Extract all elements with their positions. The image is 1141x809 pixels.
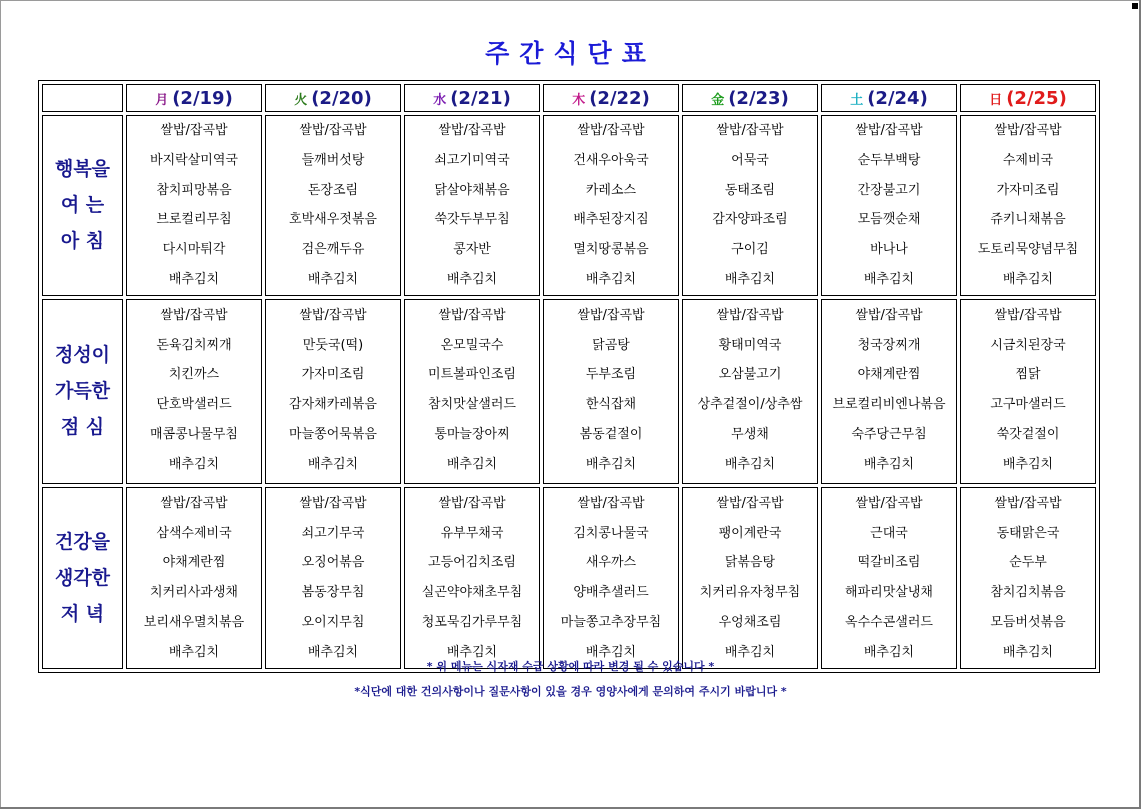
menu-item: 야채계란찜 xyxy=(162,555,226,571)
menu-item: 쌀밥/잡곡밥 xyxy=(438,307,506,323)
menu-cell xyxy=(126,115,262,296)
menu-item: 바나나 xyxy=(870,242,908,258)
menu-item: 쌀밥/잡곡밥 xyxy=(716,495,784,511)
meal-label-line: 행복을 xyxy=(54,158,111,181)
menu-item: 배추김치 xyxy=(446,271,498,287)
day-date: (2/22) xyxy=(589,87,650,109)
menu-item: 배추김치 xyxy=(585,456,637,472)
menu-item: 양배추샐러드 xyxy=(573,585,649,601)
menu-item: 상추겉절이/상추쌈 xyxy=(697,397,803,413)
menu-item: 쌀밥/잡곡밥 xyxy=(160,495,228,511)
menu-item: 고구마샐러드 xyxy=(990,397,1066,413)
menu-item: 치커리사과생채 xyxy=(150,585,238,601)
menu-item: 배추김치 xyxy=(168,271,220,287)
day-date: (2/19) xyxy=(172,87,233,109)
menu-item: 브로컬리무침 xyxy=(156,212,232,228)
menu-cell xyxy=(543,299,679,484)
menu-item: 배추김치 xyxy=(307,644,359,660)
header-row xyxy=(42,84,1096,112)
menu-item: 쑥갓겉절이 xyxy=(996,426,1060,442)
menu-item: 쇠고기무국 xyxy=(301,525,365,541)
weekday-icon: 土 xyxy=(850,92,864,108)
meal-label-line: 여 는 xyxy=(60,194,105,217)
menu-item: 쌀밥/잡곡밥 xyxy=(577,495,645,511)
menu-item: 감자채카레볶음 xyxy=(289,397,377,413)
menu-item: 오삼불고기 xyxy=(718,367,782,383)
menu-cell xyxy=(404,487,540,669)
meal-label-line: 점 심 xyxy=(60,416,105,439)
menu-item: 배추김치 xyxy=(1002,644,1054,660)
day-header xyxy=(126,84,262,112)
menu-item: 쇠고기미역국 xyxy=(434,152,510,168)
day-header xyxy=(265,84,401,112)
menu-item: 오징어볶음 xyxy=(301,555,365,571)
meal-row xyxy=(42,299,1096,484)
menu-item: 시금치된장국 xyxy=(990,337,1066,353)
menu-item: 보리새우멸치볶음 xyxy=(143,614,245,630)
day-date: (2/23) xyxy=(728,87,789,109)
menu-item: 쥬키니채볶음 xyxy=(990,212,1066,228)
menu-item: 무생채 xyxy=(731,426,769,442)
menu-item: 쌀밥/잡곡밥 xyxy=(716,123,784,138)
menu-item: 치킨까스 xyxy=(168,367,220,383)
menu-item: 어묵국 xyxy=(731,152,769,168)
menu-item: 돈장조림 xyxy=(307,182,359,198)
menu-item: 봄동장무침 xyxy=(301,585,365,601)
weekly-menu-table xyxy=(38,80,1100,673)
menu-item: 카레소스 xyxy=(585,182,637,198)
menu-item: 구이김 xyxy=(731,242,769,258)
menu-item: 황태미역국 xyxy=(718,337,782,353)
menu-item: 쑥갓두부무침 xyxy=(434,212,510,228)
menu-cell xyxy=(404,299,540,484)
menu-item: 순두부백탕 xyxy=(857,152,921,168)
menu-cell xyxy=(682,299,818,484)
header-corner-cell xyxy=(42,84,123,112)
menu-item: 떡갈비조림 xyxy=(857,555,921,571)
meal-label-line: 아 침 xyxy=(60,230,105,253)
menu-cell xyxy=(821,487,957,669)
corner-marker xyxy=(1132,3,1138,9)
menu-cell xyxy=(265,487,401,669)
menu-item: 온모밀국수 xyxy=(440,337,504,353)
menu-item: 쌀밥/잡곡밥 xyxy=(994,123,1062,138)
menu-cell xyxy=(126,487,262,669)
menu-cell xyxy=(960,115,1096,296)
menu-item: 쌀밥/잡곡밥 xyxy=(160,123,228,138)
menu-item: 단호박샐러드 xyxy=(156,397,232,413)
menu-item: 미트볼파인조림 xyxy=(428,367,516,383)
menu-body xyxy=(42,115,1096,669)
menu-item: 쌀밥/잡곡밥 xyxy=(577,307,645,323)
notice-inquiry: *식단에 대한 건의사항이나 질문사항이 있을 경우 영양사에게 문의하여 주시기 바랍니다 * xyxy=(354,685,787,698)
meal-label xyxy=(42,115,123,296)
menu-cell xyxy=(960,487,1096,669)
menu-item: 배추김치 xyxy=(307,456,359,472)
menu-item: 배추김치 xyxy=(724,644,776,660)
menu-item: 바지락살미역국 xyxy=(150,152,238,168)
menu-item: 숙주당근무침 xyxy=(851,426,927,442)
menu-cell xyxy=(265,115,401,296)
menu-cell xyxy=(543,115,679,296)
menu-item: 참치김치볶음 xyxy=(990,585,1066,601)
menu-item: 순두부 xyxy=(1009,555,1047,571)
meal-label xyxy=(42,299,123,484)
weekday-icon: 木 xyxy=(572,92,586,108)
menu-cell xyxy=(821,115,957,296)
menu-item: 감자양파조림 xyxy=(712,212,788,228)
menu-cell xyxy=(960,299,1096,484)
weekday-icon: 月 xyxy=(155,92,169,108)
day-header xyxy=(821,84,957,112)
menu-item: 배추된장지짐 xyxy=(573,212,649,228)
menu-item: 통마늘장아찌 xyxy=(434,426,510,442)
meal-label-line: 저 녁 xyxy=(60,602,105,625)
menu-cell xyxy=(404,115,540,296)
day-header xyxy=(404,84,540,112)
menu-cell xyxy=(682,487,818,669)
menu-item: 건새우아욱국 xyxy=(573,152,649,168)
menu-item: 쌀밥/잡곡밥 xyxy=(299,495,367,511)
menu-item: 새우까스 xyxy=(585,555,637,571)
menu-item: 쌀밥/잡곡밥 xyxy=(160,307,228,323)
menu-item: 우엉채조림 xyxy=(718,614,782,630)
meal-row xyxy=(42,487,1096,669)
menu-item: 검은깨두유 xyxy=(301,242,365,258)
menu-item: 배추김치 xyxy=(446,644,498,660)
menu-cell xyxy=(821,299,957,484)
menu-item: 배추김치 xyxy=(863,644,915,660)
meal-label-line: 생각한 xyxy=(54,566,111,589)
menu-item: 근대국 xyxy=(870,525,908,541)
menu-item: 배추김치 xyxy=(307,271,359,287)
meal-label-line: 건강을 xyxy=(54,530,111,553)
menu-item: 배추김치 xyxy=(724,271,776,287)
menu-item: 쌀밥/잡곡밥 xyxy=(299,307,367,323)
menu-item: 동태맑은국 xyxy=(996,525,1060,541)
menu-item: 두부조림 xyxy=(585,367,637,383)
menu-item: 쌀밥/잡곡밥 xyxy=(299,123,367,138)
day-header xyxy=(543,84,679,112)
menu-item: 쌀밥/잡곡밥 xyxy=(994,307,1062,323)
meal-row xyxy=(42,115,1096,296)
menu-item: 간장불고기 xyxy=(857,182,921,198)
menu-item: 브로컬리비엔나볶음 xyxy=(832,397,946,413)
menu-cell xyxy=(682,115,818,296)
menu-item: 호박새우젓볶음 xyxy=(289,212,377,228)
menu-item: 들깨버섯탕 xyxy=(301,152,365,168)
menu-item: 쌀밥/잡곡밥 xyxy=(855,495,923,511)
menu-item: 쌀밥/잡곡밥 xyxy=(438,495,506,511)
menu-item: 배추김치 xyxy=(585,271,637,287)
menu-item: 동태조림 xyxy=(724,182,776,198)
menu-item: 유부무채국 xyxy=(440,525,504,541)
menu-item: 참치피망볶음 xyxy=(156,182,232,198)
menu-item: 닭곰탕 xyxy=(592,337,630,353)
menu-cell xyxy=(543,487,679,669)
menu-item: 한식잡채 xyxy=(585,397,637,413)
menu-item: 모듬깻순채 xyxy=(857,212,921,228)
menu-item: 쌀밥/잡곡밥 xyxy=(577,123,645,138)
menu-item: 찜닭 xyxy=(1015,367,1041,383)
menu-item: 배추김치 xyxy=(168,644,220,660)
menu-item: 실곤약야채초무침 xyxy=(421,585,523,601)
menu-item: 쌀밥/잡곡밥 xyxy=(855,307,923,323)
menu-item: 청국장찌개 xyxy=(857,337,921,353)
day-header xyxy=(960,84,1096,112)
menu-item: 도토리묵양념무침 xyxy=(977,242,1079,258)
menu-item: 쌀밥/잡곡밥 xyxy=(855,123,923,138)
menu-item: 야채계란찜 xyxy=(857,367,921,383)
meal-label-line: 가득한 xyxy=(54,380,111,403)
menu-item: 쌀밥/잡곡밥 xyxy=(716,307,784,323)
menu-item: 삼색수제비국 xyxy=(156,525,232,541)
menu-item: 배추김치 xyxy=(724,456,776,472)
menu-item: 배추김치 xyxy=(1002,271,1054,287)
menu-item: 쌀밥/잡곡밥 xyxy=(438,123,506,138)
menu-item: 참치맛살샐러드 xyxy=(428,397,516,413)
menu-item: 마늘쫑어묵볶음 xyxy=(289,426,377,442)
menu-item: 팽이계란국 xyxy=(718,525,782,541)
weekday-icon: 火 xyxy=(294,92,308,108)
menu-item: 매콤콩나물무침 xyxy=(150,426,238,442)
menu-item: 배추김치 xyxy=(863,456,915,472)
menu-item: 해파리맛살냉채 xyxy=(845,585,933,601)
day-header xyxy=(682,84,818,112)
menu-cell xyxy=(126,299,262,484)
menu-item: 청포묵김가루무침 xyxy=(421,614,523,630)
page-title: 주간식단표 xyxy=(485,39,656,68)
menu-item: 배추김치 xyxy=(585,644,637,660)
menu-item: 배추김치 xyxy=(168,456,220,472)
menu-item: 마늘쫑고추장무침 xyxy=(560,614,662,630)
menu-item: 다시마튀각 xyxy=(162,242,226,258)
menu-item: 오이지무침 xyxy=(301,614,365,630)
menu-item: 모듬버섯볶음 xyxy=(990,614,1066,630)
day-date: (2/21) xyxy=(450,87,511,109)
menu-item: 옥수수콘샐러드 xyxy=(845,614,933,630)
menu-item: 배추김치 xyxy=(863,271,915,287)
menu-item: 치커리유자청무침 xyxy=(699,585,801,601)
menu-item: 쌀밥/잡곡밥 xyxy=(994,495,1062,511)
weekday-icon: 日 xyxy=(989,92,1003,108)
weekday-icon: 水 xyxy=(433,92,447,108)
menu-item: 만둣국(떡) xyxy=(302,337,364,353)
menu-item: 배추김치 xyxy=(446,456,498,472)
menu-item: 배추김치 xyxy=(1002,456,1054,472)
menu-item: 닭볶음탕 xyxy=(724,555,776,571)
day-date: (2/24) xyxy=(867,87,928,109)
menu-item: 가자미조림 xyxy=(996,182,1060,198)
menu-item: 봄동겉절이 xyxy=(579,426,643,442)
menu-item: 닭살야채볶음 xyxy=(434,182,510,198)
day-date: (2/25) xyxy=(1006,87,1067,109)
menu-cell xyxy=(265,299,401,484)
day-date: (2/20) xyxy=(311,87,372,109)
menu-item: 김치콩나물국 xyxy=(573,525,649,541)
menu-item: 가자미조림 xyxy=(301,367,365,383)
weekday-icon: 金 xyxy=(711,92,725,108)
meal-label xyxy=(42,487,123,669)
menu-item: 수제비국 xyxy=(1002,152,1054,168)
menu-item: 돈육김치찌개 xyxy=(156,337,232,353)
menu-item: 콩자반 xyxy=(453,242,491,258)
menu-item: 멸치땅콩볶음 xyxy=(573,242,649,258)
meal-label-line: 정성이 xyxy=(54,344,111,367)
notice-change: * 위 메뉴는 식자재 수급 상황에 따라 변경 될 수 있습니다 * xyxy=(426,660,715,673)
menu-item: 고등어김치조림 xyxy=(428,555,516,571)
